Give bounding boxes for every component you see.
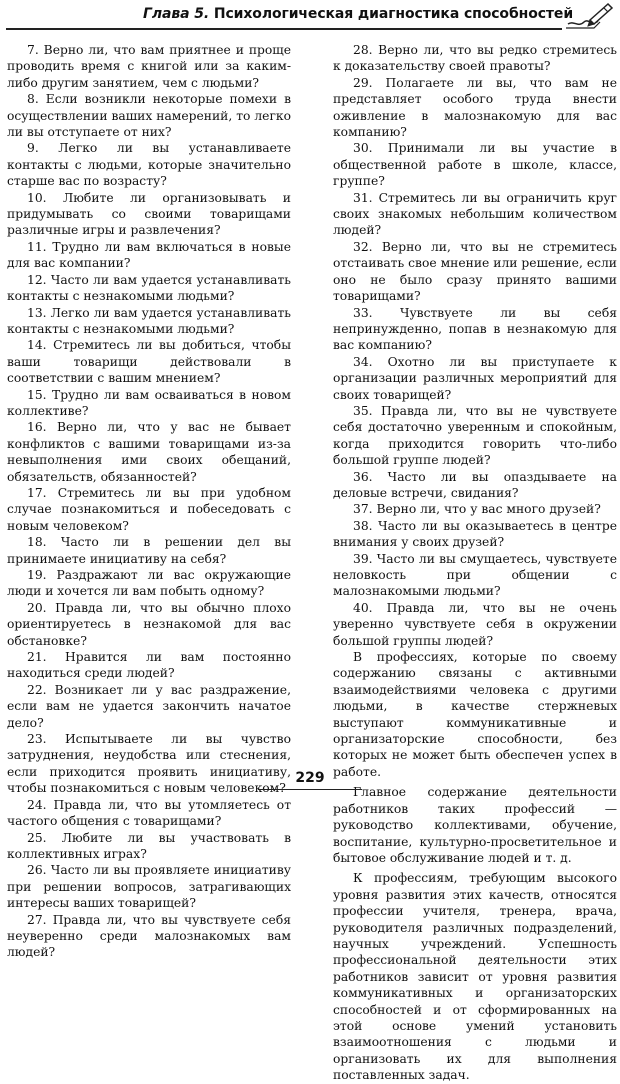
question-28: 28. Верно ли, что вы редко стремитесь к доказательству своей правоты? (333, 43, 617, 74)
question-29: 29. Полагаете ли вы, что вам не представляет особого труда внести оживление в малознакомую для вас компанию? (333, 75, 617, 140)
running-header-title (143, 6, 573, 22)
page-header (0, 0, 620, 36)
question-27: 27. Правда ли, что вы чувствуете себя неуверенно среди малознакомых вам людей? (7, 912, 291, 960)
question-24: 24. Правда ли, что вы утомляетесь от частого общения с товарищами? (7, 797, 291, 829)
chapter-label: Глава 5. (143, 6, 210, 22)
question-39: 39. Часто ли вы смущаетесь, чувствуете неловкость при общении с малознакомыми людьми? (333, 551, 617, 599)
question-33: 33. Чувствуете ли вы себя непринужденно, попав в незнакомую для вас компанию? (333, 305, 617, 353)
question-21: 21. Нравится ли вам постоянно находиться среди людей? (7, 650, 291, 681)
question-10: 10. Любите ли организовывать и придумывать со своими товарищами различные игры и развлечения? (7, 190, 291, 238)
right-column (333, 42, 617, 1084)
question-7: 7. Верно ли, что вам приятнее и проще проводить время с книгой или за каким-либо другим занятием, чем с людьми? (7, 43, 291, 90)
chapter-title: Психологическая диагностика способностей (213, 6, 574, 22)
question-14: 14. Стремитесь ли вы добиться, чтобы ваши товарищи действовали в соответствии с вашим мнением? (7, 338, 291, 386)
pen-writing-icon (564, 0, 614, 34)
page-number: 229 (295, 770, 325, 786)
question-25: 25. Любите ли вы участвовать в коллективных играх? (7, 830, 291, 861)
question-40: 40. Правда ли, что вы не очень уверенно чувствуете себя в окружении большой группы людей? (333, 600, 617, 648)
question-9: 9. Легко ли вы устанавливаете контакты с людьми, которые значительно старше вас по возрасту? (7, 141, 291, 189)
question-13: 13. Легко ли вам удается устанавливать контакты с незнакомыми людьми? (7, 305, 291, 336)
question-23: 23. Испытываете ли вы чувство затруднения, неудобства или стеснения, если приходится проявить инициативу, чтобы познакомиться с новым человеком? (7, 732, 291, 796)
header-rule (6, 28, 562, 30)
question-32: 32. Верно ли, что вы не стремитесь отстаивать свое мнение или решение, если оно не было сразу принято вашими товарищами? (333, 239, 617, 304)
question-20: 20. Правда ли, что вы обычно плохо ориентируетесь в незнакомой для вас обстановке? (7, 600, 291, 648)
question-19: 19. Раздражают ли вас окружающие люди и хочется ли вам побыть одному? (7, 568, 291, 599)
question-37: 37. Верно ли, что у вас много друзей? (353, 502, 601, 517)
question-15: 15. Трудно ли вам осваиваться в новом коллективе? (7, 387, 291, 418)
question-26: 26. Часто ли вы проявляете инициативу при решении вопросов, затрагивающих интересы ваших товарищей? (7, 863, 291, 911)
body-paragraph-2: Главное содержание деятельности работников таких профессий — руководство коллективами, обучение, воспитание, культурно-просветительное и бытовое обслуживание людей и т. д. (333, 785, 617, 865)
question-35: 35. Правда ли, что вы не чувствуете себя достаточно уверенным и спокойным, когда приходится говорить что-либо большой группе людей? (333, 403, 617, 468)
left-column (7, 42, 291, 961)
question-18: 18. Часто ли в решении дел вы принимаете инициативу на себя? (7, 535, 291, 566)
question-16: 16. Верно ли, что у вас не бывает конфликтов с вашими товарищами из-за невыполнения ими своих обещаний, обязательств, обязанностей? (7, 420, 291, 484)
body-paragraph-3: К профессиям, требующим высокого уровня развития этих качеств, относятся профессии учителя, тренера, врача, руководителя различных подразделений, научных учреждений. Успешность профессиональной деятельности этих работников зависит от уровня развития коммуникативных и организаторских способностей и от сформированных на этой основе умений установить взаимоотношения с людьми и организовать их для выполнения поставленных задач. (333, 871, 617, 1083)
question-38: 38. Часто ли вы оказываетесь в центре внимания у своих друзей? (333, 518, 617, 550)
body-paragraph-1: В профессиях, которые по своему содержанию связаны с активными взаимодействиями человека с другими людьми, в качестве стержневых выступают коммуникативные и организаторские способности, без которых не может быть обеспечен успех в работе. (333, 650, 617, 779)
footer-rule (258, 789, 362, 790)
question-31: 31. Стремитесь ли вы ограничить круг своих знакомых небольшим количеством людей? (333, 190, 617, 238)
question-22: 22. Возникает ли у вас раздражение, если вам не удается закончить начатое дело? (7, 682, 291, 730)
question-11: 11. Трудно ли вам включаться в новые для вас компании? (7, 239, 291, 271)
question-34: 34. Охотно ли вы приступаете к организации различных мероприятий для своих товарищей? (333, 354, 617, 402)
question-36: 36. Часто ли вы опаздываете на деловые встречи, свидания? (333, 469, 617, 500)
question-30: 30. Принимали ли вы участие в общественной работе в школе, классе, группе? (333, 141, 617, 189)
question-8: 8. Если возникли некоторые помехи в осуществлении ваших намерений, то легко ли вы отступаете от них? (7, 92, 291, 140)
question-12: 12. Часто ли вам удается устанавливать контакты с незнакомыми людьми? (7, 272, 291, 304)
question-17: 17. Стремитесь ли вы при удобном случае познакомиться и побеседовать с новым человеком? (7, 485, 291, 533)
